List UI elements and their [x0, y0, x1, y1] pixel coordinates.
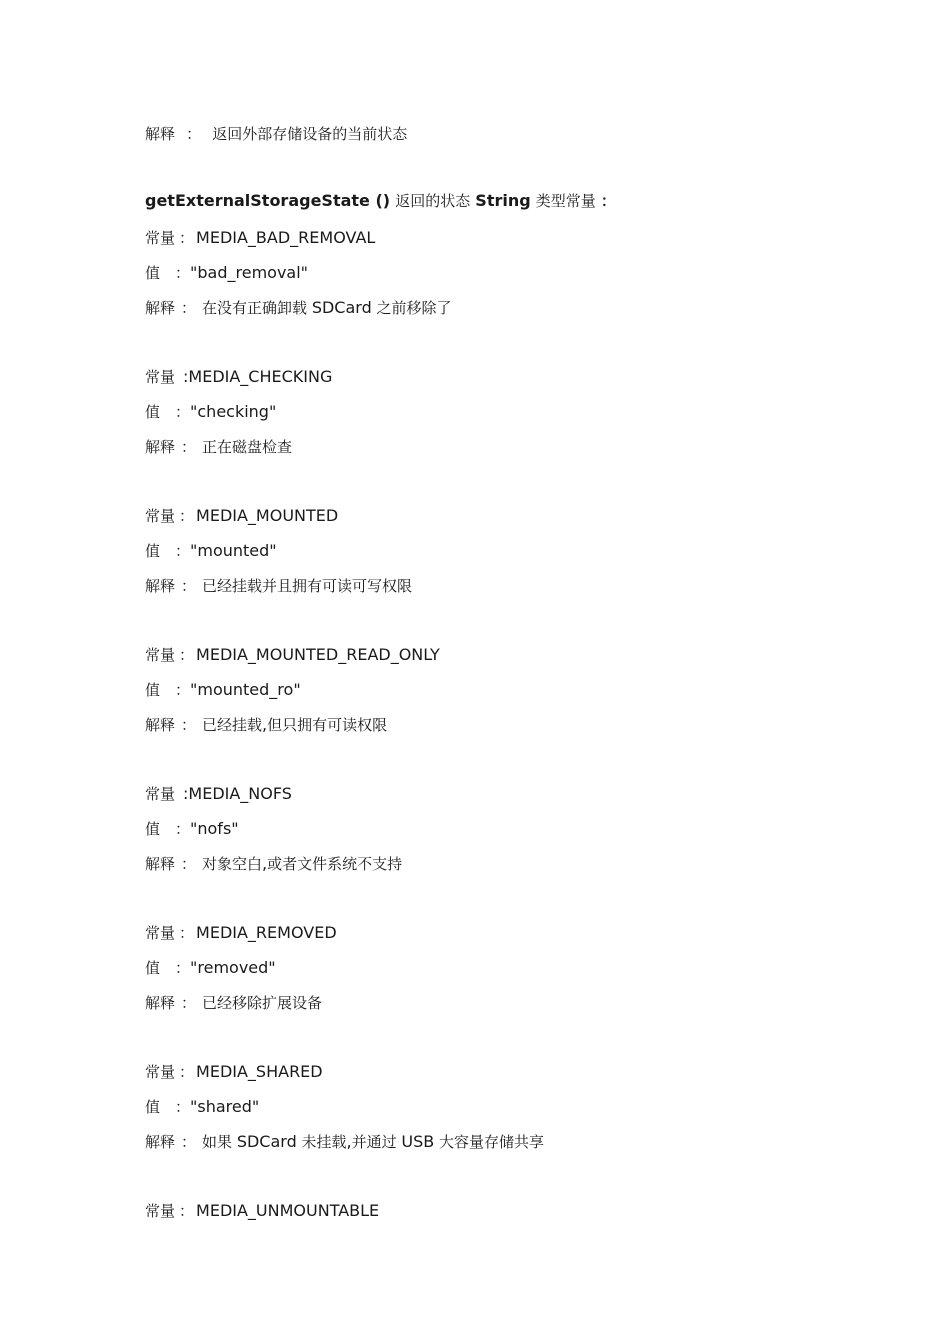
explain-label: 解释 [145, 1132, 176, 1151]
constant-label: 常量 [145, 507, 176, 525]
constant-name: MEDIA_SHARED [196, 1062, 323, 1081]
explain-label: 解释 [145, 437, 176, 456]
explain-colon: ： [181, 854, 197, 873]
constant-line [145, 226, 375, 250]
explain-line [145, 1130, 544, 1154]
value-colon: ： [175, 680, 191, 699]
constant-line [145, 365, 332, 389]
explain-line [145, 435, 292, 459]
constant-name: MEDIA_MOUNTED_READ_ONLY [196, 645, 440, 664]
explain-colon: ： [181, 993, 197, 1012]
explain-label: 解释 [145, 854, 176, 873]
value-colon: ： [175, 819, 191, 838]
explain-text: 已经挂载并且拥有可读可写权限 [202, 576, 413, 595]
explain-text: SDCard [311, 297, 372, 317]
explain-text: 已经移除扩展设备 [202, 993, 323, 1012]
value-label: 值 [145, 819, 161, 838]
value-colon: ： [175, 1097, 191, 1116]
heading-mid: 返回的状态 [395, 192, 471, 210]
constant-value: "mounted" [190, 540, 277, 560]
value-line [145, 539, 277, 563]
constant-value: "shared" [190, 1096, 260, 1116]
value-line [145, 261, 308, 285]
explain-text: 如果 [202, 1132, 237, 1151]
heading-type: String [475, 191, 531, 210]
explain-line [145, 852, 402, 876]
value-line [145, 678, 301, 702]
intro-text: 返回外部存储设备的当前状态 [212, 125, 408, 143]
constant-value: "removed" [190, 957, 276, 977]
constant-label: 常量 [145, 229, 176, 247]
intro-colon: ： [186, 125, 202, 143]
explain-text: 已经挂载 [202, 715, 263, 734]
value-label: 值 [145, 958, 161, 977]
explain-text: 对象空白 [202, 854, 263, 873]
constant-value: "mounted_ro" [190, 679, 301, 699]
constant-name: MEDIA_CHECKING [188, 367, 333, 386]
explain-text: , [262, 853, 268, 873]
constant-colon: ： [179, 507, 195, 525]
value-colon: ： [175, 402, 191, 421]
constant-colon: ： [179, 1063, 195, 1081]
explain-text: 并通过 [351, 1132, 402, 1151]
explain-text: 或者文件系统不支持 [267, 854, 403, 873]
explain-line [145, 296, 452, 320]
explain-line [145, 713, 387, 737]
constant-line [145, 1060, 323, 1084]
heading-method: getExternalStorageState () [145, 191, 391, 210]
constant-name: MEDIA_UNMOUNTABLE [196, 1201, 380, 1220]
constant-line [145, 504, 338, 528]
explain-colon: ： [181, 576, 197, 595]
intro-line [145, 122, 407, 146]
explain-line [145, 991, 322, 1015]
heading-tail: 类型常量 [535, 192, 596, 210]
constant-label: 常量 [145, 785, 176, 803]
constant-colon: ： [179, 229, 195, 247]
constant-colon: ： [179, 646, 195, 664]
value-colon: ： [175, 263, 191, 282]
explain-text: 未挂载 [296, 1132, 347, 1151]
value-line [145, 817, 239, 841]
constant-colon: ： [179, 924, 195, 942]
explain-text: 正在磁盘检查 [202, 437, 293, 456]
value-label: 值 [145, 680, 161, 699]
intro-label: 解释 [145, 125, 176, 143]
value-line [145, 400, 276, 424]
explain-text: USB [401, 1131, 435, 1151]
constant-colon: ： [179, 1202, 195, 1220]
explain-text: 在没有正确卸载 [202, 298, 312, 317]
constant-name: MEDIA_MOUNTED [196, 506, 339, 525]
explain-text: , [346, 1131, 352, 1151]
constant-name: MEDIA_NOFS [188, 784, 292, 803]
constant-line [145, 782, 292, 806]
constant-name: MEDIA_BAD_REMOVAL [196, 228, 376, 247]
explain-label: 解释 [145, 993, 176, 1012]
explain-line [145, 574, 412, 598]
constant-line [145, 643, 440, 667]
constant-value: "nofs" [190, 818, 239, 838]
value-colon: ： [175, 541, 191, 560]
constant-colon: : [183, 367, 189, 386]
constant-value: "bad_removal" [190, 262, 309, 282]
section-heading [145, 189, 616, 213]
constant-label: 常量 [145, 924, 176, 942]
constant-label: 常量 [145, 1202, 176, 1220]
heading-colon: ： [600, 192, 616, 210]
value-line [145, 1095, 259, 1119]
value-colon: ： [175, 958, 191, 977]
explain-text: 大容量存储共享 [434, 1132, 544, 1151]
constant-value: "checking" [190, 401, 277, 421]
constant-line [145, 1199, 379, 1223]
value-label: 值 [145, 1097, 161, 1116]
explain-text: 之前移除了 [371, 298, 452, 317]
explain-text: 但只拥有可读权限 [267, 715, 388, 734]
value-label: 值 [145, 402, 161, 421]
explain-colon: ： [181, 1132, 197, 1151]
explain-text: , [262, 714, 268, 734]
constant-label: 常量 [145, 1063, 176, 1081]
explain-label: 解释 [145, 298, 176, 317]
constant-label: 常量 [145, 368, 176, 386]
explain-text: SDCard [236, 1131, 297, 1151]
constant-line [145, 921, 337, 945]
explain-label: 解释 [145, 715, 176, 734]
explain-colon: ： [181, 437, 197, 456]
explain-label: 解释 [145, 576, 176, 595]
constant-colon: : [183, 784, 189, 803]
value-line [145, 956, 276, 980]
value-label: 值 [145, 263, 161, 282]
explain-colon: ： [181, 715, 197, 734]
explain-colon: ： [181, 298, 197, 317]
constant-name: MEDIA_REMOVED [196, 923, 337, 942]
value-label: 值 [145, 541, 161, 560]
constant-label: 常量 [145, 646, 176, 664]
